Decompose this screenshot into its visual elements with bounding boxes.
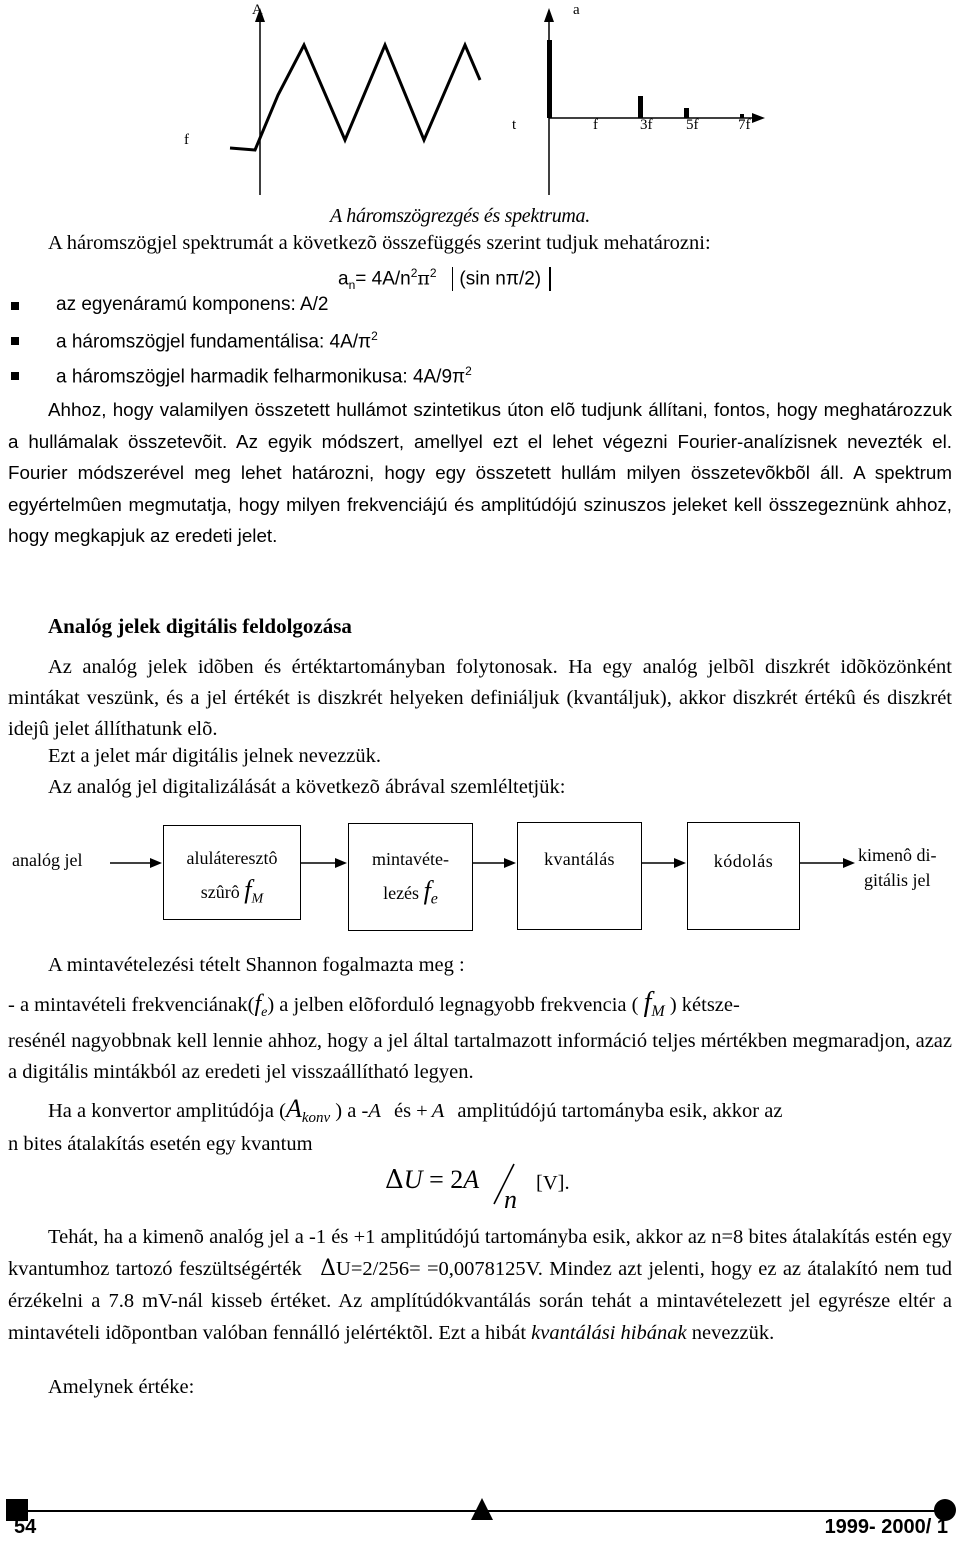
triangle-wave-figure <box>0 0 960 205</box>
formula-n: n <box>504 1185 517 1214</box>
konv-A: A <box>285 1094 302 1123</box>
tick-3f: 3f <box>640 117 653 133</box>
coding-label: kódolás <box>713 851 774 871</box>
tick-7f: 7f <box>738 117 751 133</box>
tick-5f: 5f <box>686 117 699 133</box>
formula-unit: [V]. <box>536 1172 570 1194</box>
shannon-text-a: - a mintavételi frekvenciának( <box>8 994 255 1016</box>
lowpass-line1: aluláteresztô <box>186 848 278 868</box>
formula-eq: = 4A/n <box>355 268 411 290</box>
paragraph-fourier: Ahhoz, hogy valamilyen összetett hullámot szintetikus úton elõ tudjunk állítani, fontos, hogy meghatározzuk a hullámalak összetevõit. Az egyik módszert, amellyel ezt el lehet végezni Fourier-analízisnek nevezték el. Fourier módszerével meg lehet határozni, hogy egy összetett hullám milyen összetevõkbõl áll. A spektrum egyértelmûen megmutatja, hogy milyen frekvenciájú és amplitúdójú szinuszos jeleket kell összegeznünk ahhoz, hogy megkapjuk az eredeti jelet. <box>8 399 952 546</box>
figure-caption: A háromszögrezgés és spektruma. <box>330 205 590 227</box>
p3-text-b: U=2/256= =0,0078125V. Mindez azt jelenti, hogy ez az átalakító nem tud érzékelni a 7.8 mV-nál kisseb értéket. Az amplítúdókvantálás során tehát a mintavételezett jel egyrésze eltér a mintavételi idõpontban valóban fennálló jelértéktõl. Ezt a hibát <box>8 1258 952 1344</box>
abs-bar-right <box>549 267 551 291</box>
left-f-label: f <box>184 132 189 148</box>
sampling-text: lezés <box>383 883 420 903</box>
formula-an <box>338 266 551 292</box>
formula-A: A <box>463 1165 480 1194</box>
output-label <box>858 843 937 893</box>
formula-dU-eq: = 2 <box>429 1165 464 1194</box>
output-line1: kimenô di- <box>858 845 937 865</box>
sampling-line1: mintavéte- <box>372 849 449 869</box>
konv-text-b: ) a - <box>335 1100 369 1122</box>
konv-text-d: amplitúdójú tartományba esik, akkor az <box>457 1100 783 1122</box>
lowpass-sub: M <box>251 891 264 907</box>
formula-U: U <box>403 1165 423 1194</box>
formula-pi: π <box>417 267 430 290</box>
bullet-item <box>56 329 378 353</box>
sampling-box <box>348 823 473 931</box>
formula-sin: (sin nπ/2) <box>459 268 542 290</box>
input-label: analóg jel <box>12 850 83 870</box>
lowpass-line2 <box>164 875 300 908</box>
coding-box <box>687 822 800 930</box>
lowpass-filter-box <box>163 825 301 920</box>
konv-plus-A: A <box>431 1100 445 1122</box>
p3-delta: Δ <box>320 1256 337 1281</box>
bullet-text: a háromszögjel harmadik felharmonikusa: 4A/9π <box>56 366 466 388</box>
konv-text-c: és + <box>393 1100 428 1122</box>
bullet-item: az egyenáramú komponens: A/2 <box>56 294 329 315</box>
t-axis-label: t <box>512 117 517 133</box>
formula-sq2: 2 <box>429 266 437 280</box>
shannon-fe: f <box>254 991 262 1017</box>
triangle-wave <box>230 45 480 150</box>
shannon-fe-sub: e <box>261 1005 268 1021</box>
p3-text-a: Tehát, ha a kimenõ analóg jel a -1 és +1 amplitúdójú tartományba esik, akkor az n=8 bites átalakítás estén egy kvantumhoz tartozó feszültségérték <box>8 1226 952 1280</box>
spectrum-line-3f <box>638 96 643 118</box>
konv-sub: konv <box>301 1110 331 1127</box>
sampling-sub: e <box>430 890 438 908</box>
p3-text-c: nevezzük. <box>691 1322 775 1344</box>
footer-year: 1999- 2000/ 1 <box>824 1516 948 1538</box>
quantization-label: kvantálás <box>544 849 615 869</box>
p3-italic: kvantálási hibának <box>531 1322 687 1344</box>
intro-line: A háromszögjel spektrumát a következõ összefüggés szerint tudjuk mehatározni: <box>48 232 711 254</box>
paragraph-analog: Az analóg jelek idõben és értéktartományban folytonosak. Ha egy analóg jelbõl diszkrét idõközönként mintákat veszünk, és a jel értékét is diszkrét helyeken definiáljuk (kvantáljuk), akkor diszkrét értékû és diszkrét idejû jelet állíthatunk elõ. <box>8 656 952 740</box>
spectrum-x-axis-arrow <box>752 113 765 123</box>
nbits-line: n bites átalakítás esetén egy kvantum <box>8 1133 313 1155</box>
shannon-text-c: ) kétsze- <box>669 994 740 1016</box>
formula-dU <box>385 1165 479 1195</box>
shannon-title: A mintavételezési tételt Shannon fogalmazta meg : <box>48 954 465 976</box>
block-diagram-arrows <box>0 820 960 920</box>
konv-minus-A: A <box>368 1100 381 1122</box>
formula-sq: 2 <box>410 266 418 280</box>
right-axis-label: a <box>573 2 580 18</box>
formula-sub-n: n <box>348 278 356 293</box>
sampling-line2 <box>349 876 472 909</box>
amelynek-line: Amelynek értéke: <box>48 1376 195 1398</box>
konv-text-a: Ha a konvertor amplitúdója ( <box>48 1100 286 1122</box>
spectrum-line-f <box>547 40 552 118</box>
section-heading: Analóg jelek digitális feldolgozása <box>48 614 352 638</box>
bullet-text: a háromszögjel fundamentálisa: 4A/π <box>56 331 372 353</box>
right-y-axis-arrow <box>544 8 554 22</box>
shannon-line1 <box>8 987 740 1021</box>
lowpass-f: f <box>244 875 252 904</box>
konvertor-line <box>48 1094 782 1127</box>
shannon-fm: f <box>643 987 652 1018</box>
sampling-f: f <box>423 876 431 905</box>
shannon-fm-sub: M <box>651 1003 665 1021</box>
bullet-sup: 2 <box>465 364 472 378</box>
formula-a: a <box>338 268 349 290</box>
tick-f: f <box>593 117 598 133</box>
paragraph-quantization <box>8 1221 952 1349</box>
line-figure-intro: Az analóg jel digitalizálását a következõ ábrával szemléltetjük: <box>48 776 566 798</box>
quantization-box <box>517 822 642 930</box>
abs-bar-left <box>452 267 454 291</box>
shannon-text-b: ) a jelben elõforduló legnagyobb frekvencia ( <box>267 994 639 1016</box>
formula-delta: Δ <box>385 1165 404 1195</box>
output-line2: gitális jel <box>864 870 931 890</box>
footer-page-number: 54 <box>14 1516 37 1538</box>
shannon-rest: resénél nagyobbnak kell lennie ahhoz, hogy a jel által tartalmazott információ teljes mértékben megmaradjon, azaz a digitális mintákból az eredeti jel visszaállítható legyen. <box>8 1030 952 1083</box>
left-axis-label: A <box>252 2 263 18</box>
footer-triangle-icon <box>470 1497 494 1521</box>
bullet-sup: 2 <box>371 329 378 343</box>
lowpass-text: szûrô <box>200 882 240 902</box>
line-digital: Ezt a jelet már digitális jelnek nevezzük. <box>48 745 381 767</box>
bullet-square <box>11 372 19 380</box>
bullet-square <box>11 302 19 310</box>
bullet-item <box>56 364 472 388</box>
bullet-square <box>11 337 19 345</box>
